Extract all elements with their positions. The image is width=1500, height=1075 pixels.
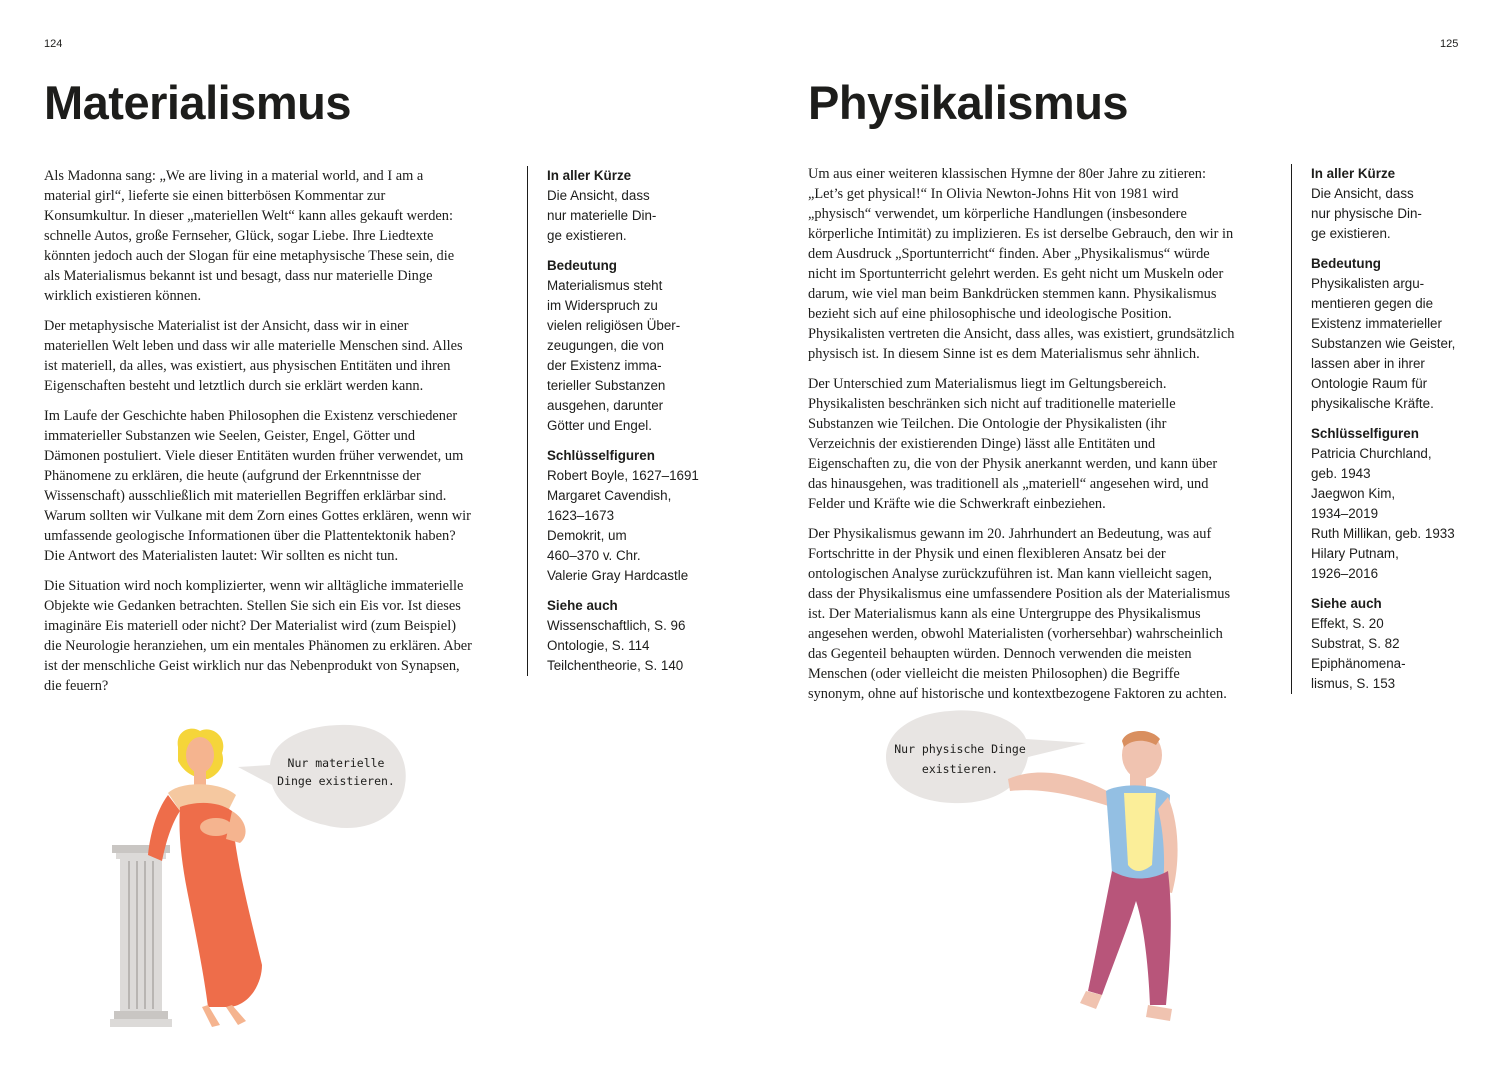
sidebar-line: Demokrit, um: [547, 528, 627, 543]
sidebar-line: Patricia Churchland,: [1311, 446, 1432, 461]
sidebar-heading: Bedeutung: [547, 258, 617, 273]
speech-bubble-text: existieren.: [921, 762, 999, 776]
sidebar-line: terieller Substanzen: [547, 378, 666, 393]
sidebar-section-schluesselfiguren: [1311, 424, 1481, 584]
sidebar-line: im Widerspruch zu: [547, 298, 658, 313]
body-text-right: [808, 164, 1236, 714]
sidebar-line: 1623–1673: [547, 508, 615, 523]
sidebar-line: Substrat, S. 82: [1311, 636, 1400, 651]
sidebar-line: nur materielle Din-: [547, 208, 657, 223]
paragraph: Als Madonna sang: „We are living in a material world, and I am a material girl“, lieferte sie einen bitterbösen Kommentar zur Konsumkultur. In dieser „materiellen Welt“ kann alles gekauft werden: schnelle Autos, große Fernseher, Glück, sogar Liebe. Ihre Liedtexte könnten jedoch auch der Slogan für eine metaphysische These sein, die als Materialismus bekannt ist und besagt, dass nur materielle Dinge wirklich existieren können.: [44, 168, 455, 304]
page-number-left: 124: [44, 38, 63, 50]
sidebar-left: [527, 166, 707, 676]
paragraph: Die Situation wird noch komplizierter, wenn wir alltägliche immaterielle Objekte wie Gedanken betrachten. Stellen Sie sich ein Eis vor. Ist dieses imaginäre Eis materiell oder nicht? Der Materialist wird (zum Beispiel) die Neurologie heranziehen, um ein mentales Phänomen zu erklären. Aber ist der menschliche Geist wirklich nur das Nebenprodukt von Synapsen, die feuern?: [44, 578, 472, 694]
sidebar-section-bedeutung: [547, 256, 707, 436]
sidebar-line: zeugungen, die von: [547, 338, 664, 353]
paragraph: Im Laufe der Geschichte haben Philosophen die Existenz verschiedener immaterieller Substanzen wie Seelen, Geister, Engel, Götter und Dämonen postuliert. Viele dieser Entitäten wurden früher verwendet, um Phänomene zu erklären, die heute (aufgrund der Erkenntnisse der Wissenschaft) ausschließlich mit materiellen Begriffen erklärbar sind. Warum sollten wir Vulkane mit dem Zorn eines Gottes erklären, wenn wir umfassende geologische Informationen über die Plattentektonik haben? Die Antwort des Materialisten lautet: Wir sollten es nicht tun.: [44, 408, 471, 564]
sidebar-line: Materialismus steht: [547, 278, 663, 293]
page-title-left: Materialismus: [44, 76, 351, 129]
sidebar-line: Hilary Putnam,: [1311, 546, 1399, 561]
sidebar-line: vielen religiösen Über-: [547, 318, 681, 333]
sidebar-heading: Siehe auch: [1311, 596, 1382, 611]
woman-figure-icon: [148, 729, 262, 1027]
paragraph: Der Unterschied zum Materialismus liegt im Geltungsbereich. Physikalisten beschränken sich nicht auf traditionelle materielle Substanzen wie Teilchen. Die Ontologie der Physikalisten (ihr Verzeichnis der existierenden Dinge) lässt alle Entitäten und Eigenschaften zu, die von der Physik anerkannt werden, und kann über das hinausgehen, was traditionell als „materiell“ angesehen wird, und Felder und Kräfte wie die Schwerkraft einbeziehen.: [808, 376, 1218, 512]
sidebar-section-siehe-auch: [1311, 594, 1481, 694]
sidebar-line: der Existenz imma-: [547, 358, 662, 373]
page-number-right: 125: [1440, 38, 1459, 50]
sidebar-line: Teilchentheorie, S. 140: [547, 658, 684, 673]
paragraph: Der metaphysische Materialist ist der Ansicht, dass wir in einer materiellen Welt leben und dass wir alle materielle Menschen sind. Alles ist materiell, da alles, was existiert, aus physischen Entitäten und ihren Eigenschaften besteht und letztlich durch sie erklärt werden kann.: [44, 318, 463, 394]
sidebar-line: ge existieren.: [547, 228, 627, 243]
speech-bubble-text: Nur materielle: [287, 756, 385, 770]
sidebar-line: Ruth Millikan, geb. 1933: [1311, 526, 1455, 541]
sidebar-line: Existenz immaterieller: [1311, 316, 1442, 331]
sidebar-line: Effekt, S. 20: [1311, 616, 1384, 631]
sidebar-heading: Bedeutung: [1311, 256, 1381, 271]
sidebar-line: Götter und Engel.: [547, 418, 652, 433]
sidebar-line: Physikalisten argu-: [1311, 276, 1425, 291]
sidebar-line: 1926–2016: [1311, 566, 1379, 581]
paragraph: Um aus einer weiteren klassischen Hymne der 80er Jahre zu zitieren: „Let’s get physical!“ In Olivia Newton-Johns Hit von 1981 wird „physisch“ verwendet, um körperliche Handlungen (insbesondere körperliche Intimität) zu implizieren. Es ist derselbe Gebrauch, den wir in dem Ausdruck „Sportunterricht“ finden. Aber „Physikalismus“ würde nicht im Sportunterricht gelehrt werden. Es geht nicht um Muskeln oder darum, wie viel man beim Bankdrücken stemmen kann. Physikalismus bezieht sich auf eine philosophische und ideologische Position. Physikalisten vertreten die Ansicht, dass alles, was existiert, grundsätzlich physisch ist. In diesem Sinne ist es dem Materialismus sehr ähnlich.: [808, 166, 1235, 362]
paragraph: Der Physikalismus gewann im 20. Jahrhundert an Bedeutung, was auf Fortschritte in der Physik und einen flexibleren Ansatz bei der ontologischen Analyse zurückzuführen ist. Man kann vielleicht sagen, dass der Physikalismus eine umfassendere Position als der Materialismus ist. Der Materialismus kann als eine Untergruppe des Physikalismus angesehen werden, obwohl Materialisten (vorhersehbar) wahrscheinlich das Gegenteil behaupten würden. Dennoch verwenden die meisten Menschen (oder vielleicht die meisten Philosophen) die Begriffe synonym, ohne auf historische und kontextbezogene Faktoren zu achten.: [808, 526, 1231, 702]
sidebar-line: Epiphänomena-: [1311, 656, 1406, 671]
body-text-left: [44, 166, 472, 706]
sidebar-line: Robert Boyle, 1627–1691: [547, 468, 699, 483]
sidebar-section-in-kuerze: [1311, 164, 1481, 244]
page-title-right: Physikalismus: [808, 76, 1129, 129]
sidebar-line: lassen aber in ihrer: [1311, 356, 1425, 371]
sidebar-line: physikalische Kräfte.: [1311, 396, 1434, 411]
sidebar-line: 460–370 v. Chr.: [547, 548, 641, 563]
sidebar-line: Margaret Cavendish,: [547, 488, 672, 503]
sidebar-line: 1934–2019: [1311, 506, 1379, 521]
man-figure-icon: [1008, 731, 1178, 1021]
sidebar-heading: Siehe auch: [547, 598, 618, 613]
sidebar-section-bedeutung: [1311, 254, 1481, 414]
sidebar-line: ge existieren.: [1311, 226, 1391, 241]
sidebar-line: Jaegwon Kim,: [1311, 486, 1396, 501]
sidebar-line: geb. 1943: [1311, 466, 1371, 481]
sidebar-line: mentieren gegen die: [1311, 296, 1434, 311]
sidebar-line: Die Ansicht, dass: [1311, 186, 1414, 201]
sidebar-heading: In aller Kürze: [547, 168, 632, 183]
sidebar-section-siehe-auch: [547, 596, 707, 676]
illustration-physical-man: [880, 705, 1200, 1035]
sidebar-heading: Schlüsselfiguren: [1311, 426, 1419, 441]
speech-bubble-text: Dinge existieren.: [277, 774, 395, 788]
sidebar-line: Substanzen wie Geister,: [1311, 336, 1456, 351]
sidebar-line: nur physische Din-: [1311, 206, 1422, 221]
sidebar-line: Valerie Gray Hardcastle: [547, 568, 689, 583]
sidebar-section-in-kuerze: [547, 166, 707, 246]
sidebar-line: lismus, S. 153: [1311, 676, 1396, 691]
sidebar-heading: In aller Kürze: [1311, 166, 1396, 181]
sidebar-line: Die Ansicht, dass: [547, 188, 650, 203]
illustration-material-girl: [100, 715, 420, 1035]
sidebar-line: ausgehen, darunter: [547, 398, 664, 413]
sidebar-right: [1291, 164, 1481, 694]
sidebar-section-schluesselfiguren: [547, 446, 707, 586]
sidebar-line: Wissenschaftlich, S. 96: [547, 618, 686, 633]
sidebar-line: Ontologie, S. 114: [547, 638, 650, 653]
sidebar-heading: Schlüsselfiguren: [547, 448, 655, 463]
speech-bubble-text: Nur physische Dinge: [894, 742, 1026, 756]
column-icon: [110, 845, 172, 1027]
sidebar-line: Ontologie Raum für: [1311, 376, 1428, 391]
